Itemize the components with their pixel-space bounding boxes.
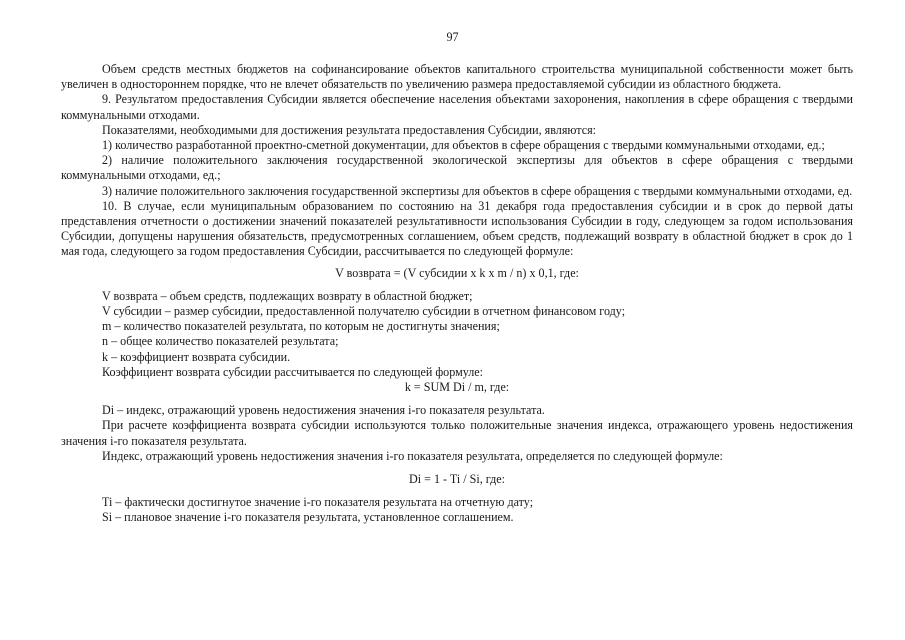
- definition-k: k – коэффициент возврата субсидии.: [102, 349, 291, 364]
- paragraph-return-conditions: 10. В случае, если муниципальным образованием по состоянию на 31 декабря года предоставления субсидии и в срок до первой даты представления отчетности о достижении значений показателей результативности использования Субсидии в году, следующем за годом использования Субсидии, допущены нарушения обязательств, предусмотренных соглашением, объем средств, подлежащий возврату в областной бюджет в срок до 1 мая года, следующего за годом предоставления Субсидии, рассчитывается по следующей формуле:: [61, 198, 853, 259]
- definition-v-subsidy: V субсидии – размер субсидии, предоставленной получателю субсидии в отчетном финансовом году;: [102, 304, 626, 319]
- paragraph-k-formula-intro: Коэффициент возврата субсидии рассчитывается по следующей формуле:: [102, 364, 484, 379]
- paragraph-cofinancing: Объем средств местных бюджетов на софинансирование объектов капитального строительства муниципальной собственности может быть увеличен в одностороннем порядке, что не влечет обязательств по увеличению размера предоставляемой субсидии из областного бюджета.: [61, 62, 853, 92]
- paragraph-indicators-intro: Показателями, необходимыми для достижения результата предоставления Субсидии, являются:: [102, 122, 596, 137]
- formula-k: k = SUM Di / m, где:: [404, 380, 510, 395]
- page-number: 97: [446, 30, 459, 44]
- definition-ti: Ti – фактически достигнутое значение i-го показателя результата на отчетную дату;: [102, 495, 534, 510]
- definition-m: m – количество показателей результата, по которым не достигнуты значения;: [102, 319, 500, 334]
- paragraph-di-formula-intro: Индекс, отражающий уровень недостижения значения i-го показателя результата, определяется по следующей формуле:: [102, 448, 723, 463]
- paragraph-positive-index: При расчете коэффициента возврата субсидии используются только положительные значения индекса, отражающего уровень недостижения значения i-го показателя результата.: [61, 418, 853, 448]
- list-item-indicator-3: 3) наличие положительного заключения государственной экспертизы для объектов в сфере обращения с твердыми коммунальными отходами, ед.: [102, 183, 853, 198]
- formula-v-return: V возврата = (V субсидии x k x m / n) x 0,1, где:: [335, 265, 579, 280]
- formula-di: Di = 1 - Ti / Si, где:: [409, 472, 505, 487]
- definition-v-return: V возврата – объем средств, подлежащих возврату в областной бюджет;: [102, 288, 473, 303]
- definition-di: Di – индекс, отражающий уровень недостижения значения i-го показателя результата.: [102, 403, 545, 418]
- document-body: [61, 62, 853, 526]
- paragraph-result: 9. Результатом предоставления Субсидии является обеспечение населения объектами захоронения, накопления в сфере обращения с твердыми коммунальными отходами.: [61, 92, 853, 122]
- definition-si: Si – плановое значение i-го показателя результата, установленное соглашением.: [102, 510, 514, 525]
- list-item-indicator-1: 1) количество разработанной проектно-сметной документации, для объектов в сфере обращения с твердыми коммунальными отходами, ед.;: [102, 138, 825, 153]
- definition-n: n – общее количество показателей результата;: [102, 334, 339, 349]
- list-item-indicator-2: 2) наличие положительного заключения государственной экологической экспертизы для объектов в сфере обращения с твердыми коммунальными отходами, ед.;: [61, 153, 853, 183]
